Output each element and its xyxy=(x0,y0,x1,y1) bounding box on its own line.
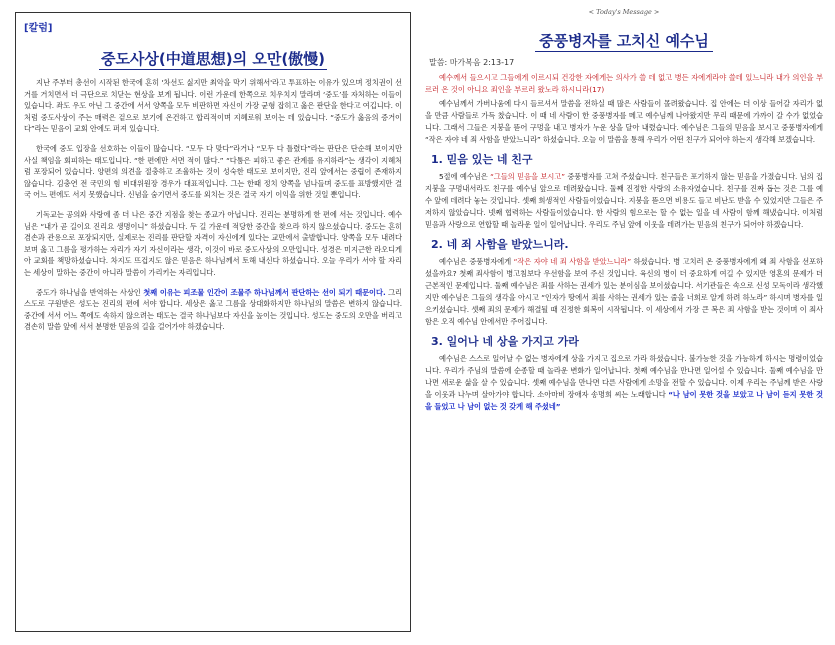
scripture-reference: 말씀: 마가복음 2:13-17 xyxy=(429,58,515,67)
column-paragraph-3: 기독교는 공의와 사랑에 좀 더 나은 중간 지점을 찾는 종교가 아닙니다. 진리는 분명하게 한 편에 서는 것입니다. 예수님은 “내가 곧 길이요 진리요 생명이니” 하셨습니다. 두 길 가운데 적당한 중간을 찾으라 하지 않으셨습니다. 중도는 흔히 겸손과 관용으로 포장되지만, 실제로는 진리를 판단할 자격이 자신에게 있다는 교만에서 출발합니다. 양쪽을 모두 내려다보며 옳고 그름을 평가하는 자리가 자기 자신이라는 생각, 이것이 바로 중도사상의 오만입니다. 성경은 미지근한 라오디게아 교회를 책망하셨습니다. 차지도 뜨겁지도 않은 믿음은 하나님께서 토해 내신다 하셨습니다. 오늘 우리가 서야 할 자리는 세상이 말하는 중간이 아니라 말씀이 가리키는 자리입니다. xyxy=(24,209,402,277)
section-3-highlight: “나 남이 못한 것을 보았고 나 남이 듣지 못한 것을 들었고 나 남이 없는 것 갖게 해 주셨네” xyxy=(425,390,823,411)
section-1-highlight: “그들의 믿음을 보시고” xyxy=(490,172,565,181)
section-1-body: 5절에 예수님은 “그들의 믿음을 보시고” 중풍병자를 고쳐 주셨습니다. 친구들은 포기하지 않는 믿음을 가졌습니다. 님의 집 지붕을 구멍내서라도 친구를 예수님 앞으로 데려왔습니다. 둘째 진정한 사랑의 소유자였습니다. 친구를 진짜 돕는 것은 그를 예수 앞에 데려다 놓는 것입니다. 셋째 희생적인 사람들이었습니다. 지붕을 뜯으면 비용도 들고 비난도 받을 수 있었지만 그들은 주저하지 않았습니다. 넷째 협력하는 사람들이었습니다. 한 사람의 힘으로는 할 수 없는 일을 네 사람이 함께 해냈습니다. 이처럼 믿음과 사랑으로 연합할 때 놀라운 일이 일어납니다. 우리도 주님 앞에 이웃을 데려가는 믿음의 친구가 되어야 하겠습니다. xyxy=(425,172,823,229)
column-title: 중도사상(中道思想)의 오만(傲慢) xyxy=(100,50,326,68)
section-2-highlight: “작은 자야 네 죄 사함을 받았느니라” xyxy=(513,257,632,266)
section-1-heading: 1. 믿음 있는 네 친구 xyxy=(431,153,533,166)
section-2-body: 예수님은 중풍병자에게 “작은 자야 네 죄 사함을 받았느니라” 하셨습니다. 병 고치러 온 중풍병자에게 왜 죄 사함을 선포하셨을까요? 첫째 죄사함이 병고침보다 우선함을 보여 주신 것입니다. 육신의 병이 더 중요하게 여길 수 있지만 영혼의 문제가 더 근본적인 문제입니다. 둘째 예수님은 죄를 사하는 권세가 있는 분이심을 보이셨습니다. 서기관들은 속으로 신성 모독이라 생각했지만 예수님은 그들의 생각을 아시고 “인자가 땅에서 죄를 사하는 권세가 있는 줄을 너희로 알게 하려 하노라” 하시며 병자를 일으키셨습니다. 셋째 죄의 문제가 해결될 때 진정한 회복이 시작됩니다. 이 세상에서 가장 큰 복은 죄 사함을 받는 것이며 이 죄사함은 오직 예수님 안에서만 주어집니다. xyxy=(425,257,823,326)
section-2-heading: 2. 네 죄 사함을 받았느니라. xyxy=(431,238,569,251)
column-paragraph-1: 지난 주부터 총선이 시작된 한국에 흔히 '차선도 싫지만 최악을 막기 위해서'라고 투표하는 이유가 있으며 정치권이 선거를 거치면서 더 극단으로 치닫는 현상을 보게 됩니다. 이런 가운데 한쪽으로 치우치지 말라며 ‘중도’를 자처하는 이들이 있습니다. 좌도 우도 아닌 그 중간에 서서 양쪽을 모두 비판하면 자신이 가장 균형 잡히고 옳은 판단을 한다고 여깁니다. 이처럼 중도사상이 주는 매력은 겉으로 보기에 온건하고 합리적이며 지혜로워 보이는 데 있습니다. “중도가 옳음의 증거이다”라는 믿음이 교회 안에도 퍼져 있습니다. xyxy=(24,78,402,134)
sermon-panel xyxy=(425,8,823,638)
column-tag: [칼럼] xyxy=(24,23,53,34)
column-highlight: 첫째 이유는 피조물 인간이 조물주 하나님께서 판단하는 선이 되기 때문이다. xyxy=(143,287,386,297)
sermon-title: 중풍병자를 고치신 예수님 xyxy=(425,30,823,51)
section-3-body: 예수님은 스스로 일어날 수 없는 병자에게 상을 가지고 집으로 가라 하셨습니다. 불가능한 것을 가능하게 하시는 명령이었습니다. 우리가 주님의 말씀에 순종할 때 놀라운 변화가 일어납니다. 첫째 예수님을 만나면 일어설 수 있습니다. 둘째 예수님을 만나면 새로운 삶을 살 수 있습니다. 셋째 예수님을 만나면 다른 사람에게 소망을 전할 수 있습니다. 이제 우리는 주님께 받은 사랑을 이웃과 나누며 살아가야 합니다. 소아마비 장애자 송명희 씨는 노래합니다 “나 남이 못한 것을 보았고 나 남이 듣지 못한 것을 들었고 나 남이 없는 것 갖게 해 주셨네” xyxy=(425,354,823,411)
section-3-heading: 3. 일어나 네 상을 가지고 가라 xyxy=(431,335,579,348)
column-paragraph-2: 한국에 중도 입장을 선호하는 이들이 많습니다. “모두 다 맞다”라거나 “모두 다 틀렸다”라는 판단은 단순해 보이지만 사실 책임을 회피하는 태도입니다. “한 편에만 서면 적이 많다.” “다툼은 피하고 좋은 관계를 유지하라”는 생각이 지혜처럼 포장되어 있습니다. 양편의 의견을 절충하고 조율하는 것이 성숙한 태도로 보이지만, 진리 앞에서는 중립이 존재하지 않습니다. 김충연 전 국민의 힘 비대위원장 경우가 대표적입니다. 그는 한때 정치 양쪽을 넘나들며 중도를 표방했지만 결국 어느 편에도 서지 못했습니다. 신념을 숨기면서 중도를 외치는 것은 결국 자기 이익을 위한 것일 뿐입니다. xyxy=(24,143,402,200)
sermon-intro: 예수님께서 가버나움에 다시 들르셔서 말씀을 전하실 때 많은 사람들이 몰려왔습니다. 집 안에는 더 이상 들어갈 자리가 없을 만큼 사람들로 가득 찼습니다. 이 때 네 사람이 한 중풍병자를 메고 예수님께 나아왔지만 무리 때문에 가까이 갈 수가 없었습니다. 그래서 그들은 지붕을 뜯어 구멍을 내고 병자가 누운 상을 달아 내렸습니다. 예수님은 그들의 믿음을 보시고 중풍병자에게 “작은 자야 네 죄 사함을 받았느니라” 하셨습니다. 오늘 이 말씀을 통해 우리가 어떤 친구가 되어야 하는지 생각해 보겠습니다. xyxy=(425,99,823,144)
todays-message-header: < Today's Message > xyxy=(588,8,660,16)
scripture-quote: 예수께서 들으시고 그들에게 이르시되 건강한 자에게는 의사가 쓸 데 없고 병든 자에게라야 쓸데 있느니라 내가 의인을 부르러 온 것이 아니요 죄인을 부르러 왔노라 하시니라(17) xyxy=(425,73,823,94)
column-panel xyxy=(15,12,411,632)
column-paragraph-4: 중도가 하나님을 반역하는 사상인 첫째 이유는 피조물 인간이 조물주 하나님께서 판단하는 선이 되기 때문이다. 그리스도로 구원받은 성도는 진리의 편에 서야 합니다. 세상은 옳고 그름을 상대화하지만 하나님의 말씀은 변하지 않습니다. 중간에 서서 어느 쪽에도 속하지 않으려는 태도는 결국 하나님보다 자신을 높이는 것입니다. 성도는 중도의 오만을 버리고 겸손히 말씀 앞에 서서 분명한 믿음의 길을 걸어가야 하겠습니다. xyxy=(24,287,403,332)
